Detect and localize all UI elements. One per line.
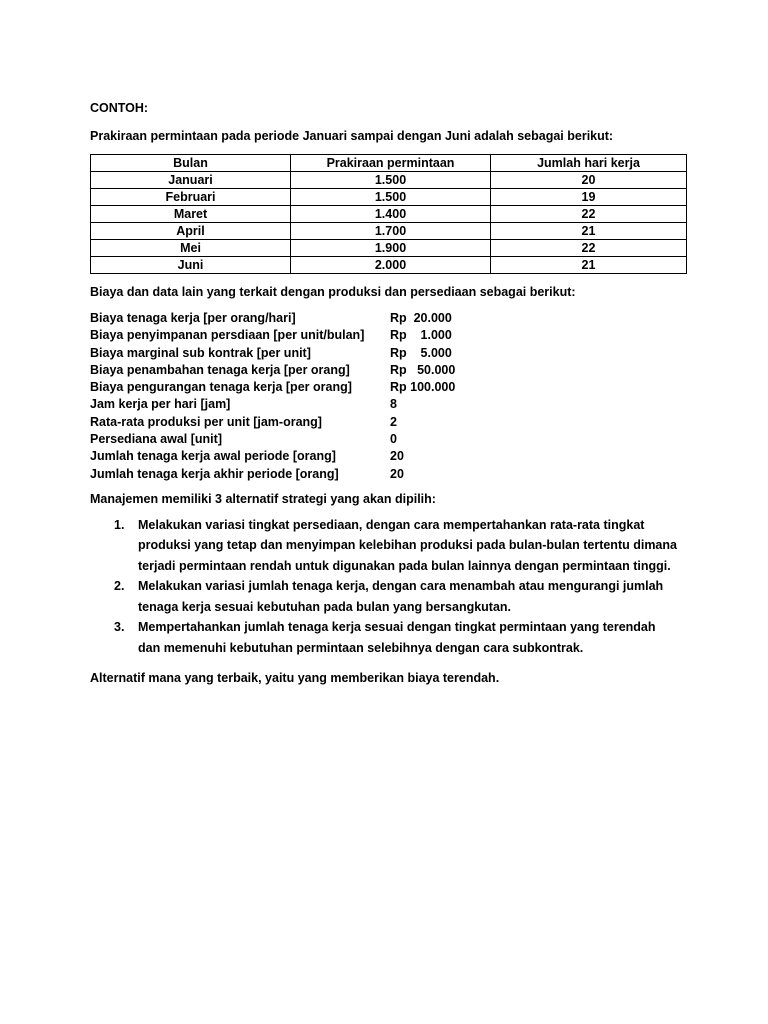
cost-label: Jam kerja per hari [jam] [90, 397, 231, 412]
costs-intro-text: Biaya dan data lain yang terkait dengan produksi dan persediaan sebagai berikut: [90, 285, 576, 299]
workdays-cell: 21 [491, 257, 687, 274]
cost-value: 2 [390, 414, 397, 429]
document-page [90, 98, 690, 688]
cost-list [90, 310, 690, 483]
column-header-month: Bulan [91, 155, 291, 172]
month-cell: Juni [91, 257, 291, 274]
strategy-intro-text: Manajemen memiliki 3 alternatif strategi yang akan dipilih: [90, 491, 436, 506]
workdays-cell: 22 [491, 240, 687, 257]
list-item-text: Mempertahankan jumlah tenaga kerja sesuai dengan tingkat permintaan yang terendah dan memenuhi kebutuhan permintaan selebihnya dengan cara subkontrak. [138, 620, 656, 655]
list-item [90, 617, 690, 658]
closing-question: Alternatif mana yang terbaik, yaitu yang memberikan biaya terendah. [90, 671, 500, 686]
demand-forecast-table [90, 154, 687, 274]
month-cell: April [91, 223, 291, 240]
cost-value: 20 [390, 449, 404, 464]
cost-row [90, 414, 690, 431]
forecast-cell: 1.500 [291, 189, 491, 206]
cost-row [90, 310, 690, 327]
column-header-workdays: Jumlah hari kerja [491, 155, 687, 172]
cost-label: Rata-rata produksi per unit [jam-orang] [90, 414, 322, 429]
list-item-text: Melakukan variasi tingkat persediaan, dengan cara mempertahankan rata-rata tingkat produksi yang tetap dan menyimpan kelebihan produksi pada bulan-bulan tertentu dimana terjadi permintaan rendah untuk digunakan pada bulan lainnya dengan permintaan tinggi. [138, 517, 677, 573]
list-number: 2. [114, 579, 125, 594]
list-item [90, 576, 690, 617]
example-heading: CONTOH: [90, 101, 149, 115]
forecast-cell: 2.000 [291, 257, 491, 274]
forecast-cell: 1.400 [291, 206, 491, 223]
cost-row [90, 431, 690, 448]
forecast-cell: 1.500 [291, 172, 491, 189]
list-item [90, 515, 690, 577]
month-cell: Februari [91, 189, 291, 206]
list-item-text: Melakukan variasi jumlah tenaga kerja, dengan cara menambah atau mengurangi jumlah tenaga kerja sesuai kebutuhan pada bulan yang bersangkutan. [138, 579, 664, 614]
cost-label: Biaya penambahan tenaga kerja [per orang] [90, 362, 350, 377]
table-row [91, 223, 687, 240]
cost-label: Biaya penyimpanan persdiaan [per unit/bulan] [90, 328, 365, 343]
cost-label: Jumlah tenaga kerja awal periode [orang] [90, 449, 336, 464]
cost-row [90, 362, 690, 379]
month-cell: Mei [91, 240, 291, 257]
cost-value: Rp 50.000 [390, 362, 456, 377]
list-number: 1. [114, 517, 125, 532]
cost-value: Rp 5.000 [390, 345, 452, 360]
cost-label: Biaya marginal sub kontrak [per unit] [90, 345, 311, 360]
cost-row [90, 396, 690, 413]
table-row [91, 172, 687, 189]
workdays-cell: 22 [491, 206, 687, 223]
cost-label: Persediana awal [unit] [90, 432, 222, 447]
cost-row [90, 345, 690, 362]
workdays-cell: 21 [491, 223, 687, 240]
cost-value: Rp 20.000 [390, 311, 452, 325]
cost-row [90, 327, 690, 344]
table-row [91, 189, 687, 206]
cost-row [90, 379, 690, 396]
workdays-cell: 19 [491, 189, 687, 206]
month-cell: Januari [91, 172, 291, 189]
table-row [91, 206, 687, 223]
cost-value: 20 [390, 466, 404, 481]
table-header-row [91, 155, 687, 172]
forecast-cell: 1.900 [291, 240, 491, 257]
cost-value: 8 [390, 397, 397, 412]
list-number: 3. [114, 620, 125, 635]
table-row [91, 240, 687, 257]
intro-text: Prakiraan permintaan pada periode Januari sampai dengan Juni adalah sebagai berikut: [90, 129, 614, 143]
cost-value: Rp 1.000 [390, 328, 452, 343]
cost-label: Biaya pengurangan tenaga kerja [per orang] [90, 380, 352, 395]
month-cell: Maret [91, 206, 291, 223]
cost-value: Rp 100.000 [390, 380, 456, 395]
column-header-forecast: Prakiraan permintaan [291, 155, 491, 172]
table-row [91, 257, 687, 274]
cost-label: Jumlah tenaga kerja akhir periode [orang] [90, 466, 339, 481]
strategy-list [90, 515, 690, 659]
workdays-cell: 20 [491, 172, 687, 189]
cost-row [90, 448, 690, 465]
cost-row [90, 466, 690, 483]
cost-value: 0 [390, 432, 397, 447]
forecast-cell: 1.700 [291, 223, 491, 240]
cost-label: Biaya tenaga kerja [per orang/hari] [90, 311, 296, 325]
